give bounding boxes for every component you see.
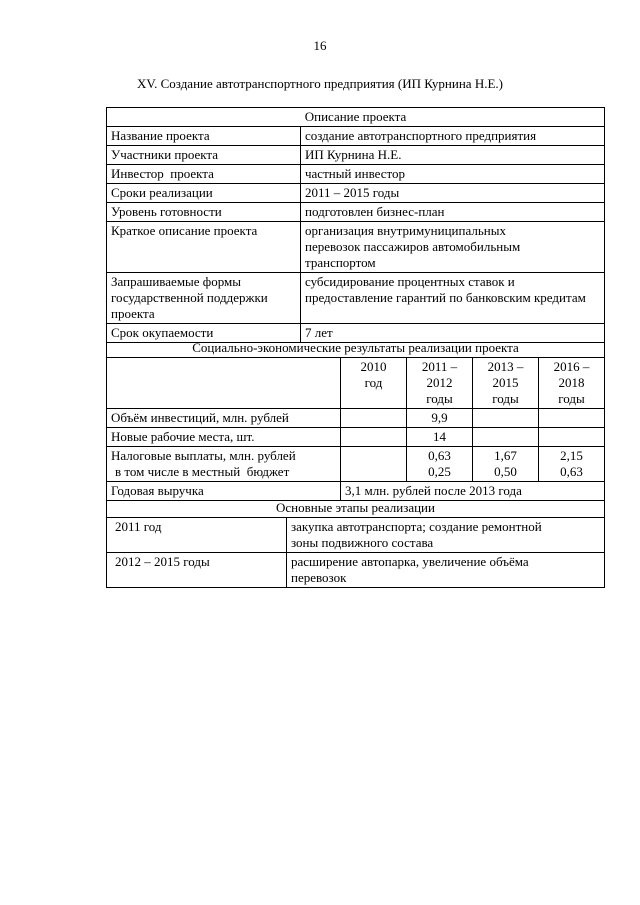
col-line <box>345 391 402 407</box>
results-table <box>106 339 605 501</box>
col-line: годы <box>492 391 519 406</box>
col-line: 2016 – <box>553 359 590 374</box>
row-label: Уровень готовности <box>107 203 301 222</box>
table-row <box>107 339 605 358</box>
table-row <box>107 108 605 127</box>
row-label: Краткое описание проекта <box>107 222 301 273</box>
value-cell <box>341 409 407 428</box>
stage-period: 2012 – 2015 годы <box>107 553 287 588</box>
row-label: Запрашиваемые формы государственной поддержки проекта <box>107 273 301 324</box>
table-row <box>107 203 605 222</box>
stages-section-title: Основные этапы реализации <box>107 499 605 518</box>
tax-total: 1,67 <box>494 448 517 463</box>
project-description-table <box>106 107 605 343</box>
revenue-value: 3,1 млн. рублей после 2013 года <box>341 482 605 501</box>
header-empty-cell <box>107 358 341 409</box>
value-cell <box>539 409 605 428</box>
row-label: Инвестор проекта <box>107 165 301 184</box>
table-row <box>107 482 605 501</box>
table-row <box>107 222 605 273</box>
section-heading: XV. Создание автотранспортного предприятия (ИП Курнина Н.Е.) <box>137 76 503 91</box>
tax-local: 0,50 <box>494 464 517 479</box>
table-row <box>107 273 605 324</box>
row-label: Срок окупаемости <box>107 324 301 343</box>
table-row <box>107 165 605 184</box>
row-label: Сроки реализации <box>107 184 301 203</box>
stage-period: 2011 год <box>107 518 287 553</box>
row-label: Годовая выручка <box>107 482 341 501</box>
row-value: организация внутримуниципальных перевозок пассажиров автомобильным транспортом <box>301 222 605 273</box>
column-header-2013-2015 <box>473 358 539 409</box>
tax-total: 2,15 <box>560 448 583 463</box>
value-cell <box>473 447 539 482</box>
col-line: год <box>364 375 383 390</box>
column-header-2010 <box>341 358 407 409</box>
row-value: подготовлен бизнес-план <box>301 203 605 222</box>
value-cell: 9,9 <box>407 409 473 428</box>
table-row <box>107 184 605 203</box>
row-value: 7 лет <box>301 324 605 343</box>
row-label: Название проекта <box>107 127 301 146</box>
description-section-title: Описание проекта <box>107 108 605 127</box>
tax-label-local: в том числе в местный бюджет <box>115 464 290 479</box>
table-row <box>107 358 605 409</box>
col-line: 2012 <box>426 375 453 390</box>
tax-label-total: Налоговые выплаты, млн. рублей <box>111 448 296 463</box>
row-label: Объём инвестиций, млн. рублей <box>107 409 341 428</box>
value-cell <box>539 428 605 447</box>
value-cell <box>407 447 473 482</box>
col-line: 2010 <box>360 359 387 374</box>
col-line: 2013 – <box>487 359 524 374</box>
table-row <box>107 518 605 553</box>
table-row <box>107 127 605 146</box>
table-row <box>107 146 605 165</box>
stage-description: закупка автотранспорта; создание ремонтной зоны подвижного состава <box>287 518 605 553</box>
col-line: годы <box>558 391 585 406</box>
table-row <box>107 447 605 482</box>
row-value: 2011 – 2015 годы <box>301 184 605 203</box>
col-line: 2018 <box>558 375 585 390</box>
column-header-2016-2018 <box>539 358 605 409</box>
tax-total: 0,63 <box>428 448 451 463</box>
row-value: ИП Курнина Н.Е. <box>301 146 605 165</box>
row-label: Новые рабочие места, шт. <box>107 428 341 447</box>
row-label: Участники проекта <box>107 146 301 165</box>
value-cell <box>341 428 407 447</box>
row-label <box>107 447 341 482</box>
value-cell <box>473 409 539 428</box>
value-cell <box>341 447 407 482</box>
value-cell: 14 <box>407 428 473 447</box>
table-row <box>107 553 605 588</box>
col-line: 2015 <box>492 375 519 390</box>
row-value: создание автотранспортного предприятия <box>301 127 605 146</box>
row-value: субсидирование процентных ставок и предоставление гарантий по банковским кредитам <box>301 273 605 324</box>
row-value: частный инвестор <box>301 165 605 184</box>
tax-local: 0,25 <box>428 464 451 479</box>
stage-description: расширение автопарка, увеличение объёма перевозок <box>287 553 605 588</box>
table-row <box>107 428 605 447</box>
results-section-title: Социально-экономические результаты реализации проекта <box>107 339 605 358</box>
value-cell <box>473 428 539 447</box>
tax-local: 0,63 <box>560 464 583 479</box>
stages-table <box>106 499 605 588</box>
table-row <box>107 499 605 518</box>
table-row <box>107 409 605 428</box>
value-cell <box>539 447 605 482</box>
page-number: 16 <box>313 38 327 53</box>
col-line: 2011 – <box>421 359 458 374</box>
col-line: годы <box>426 391 453 406</box>
column-header-2011-2012 <box>407 358 473 409</box>
